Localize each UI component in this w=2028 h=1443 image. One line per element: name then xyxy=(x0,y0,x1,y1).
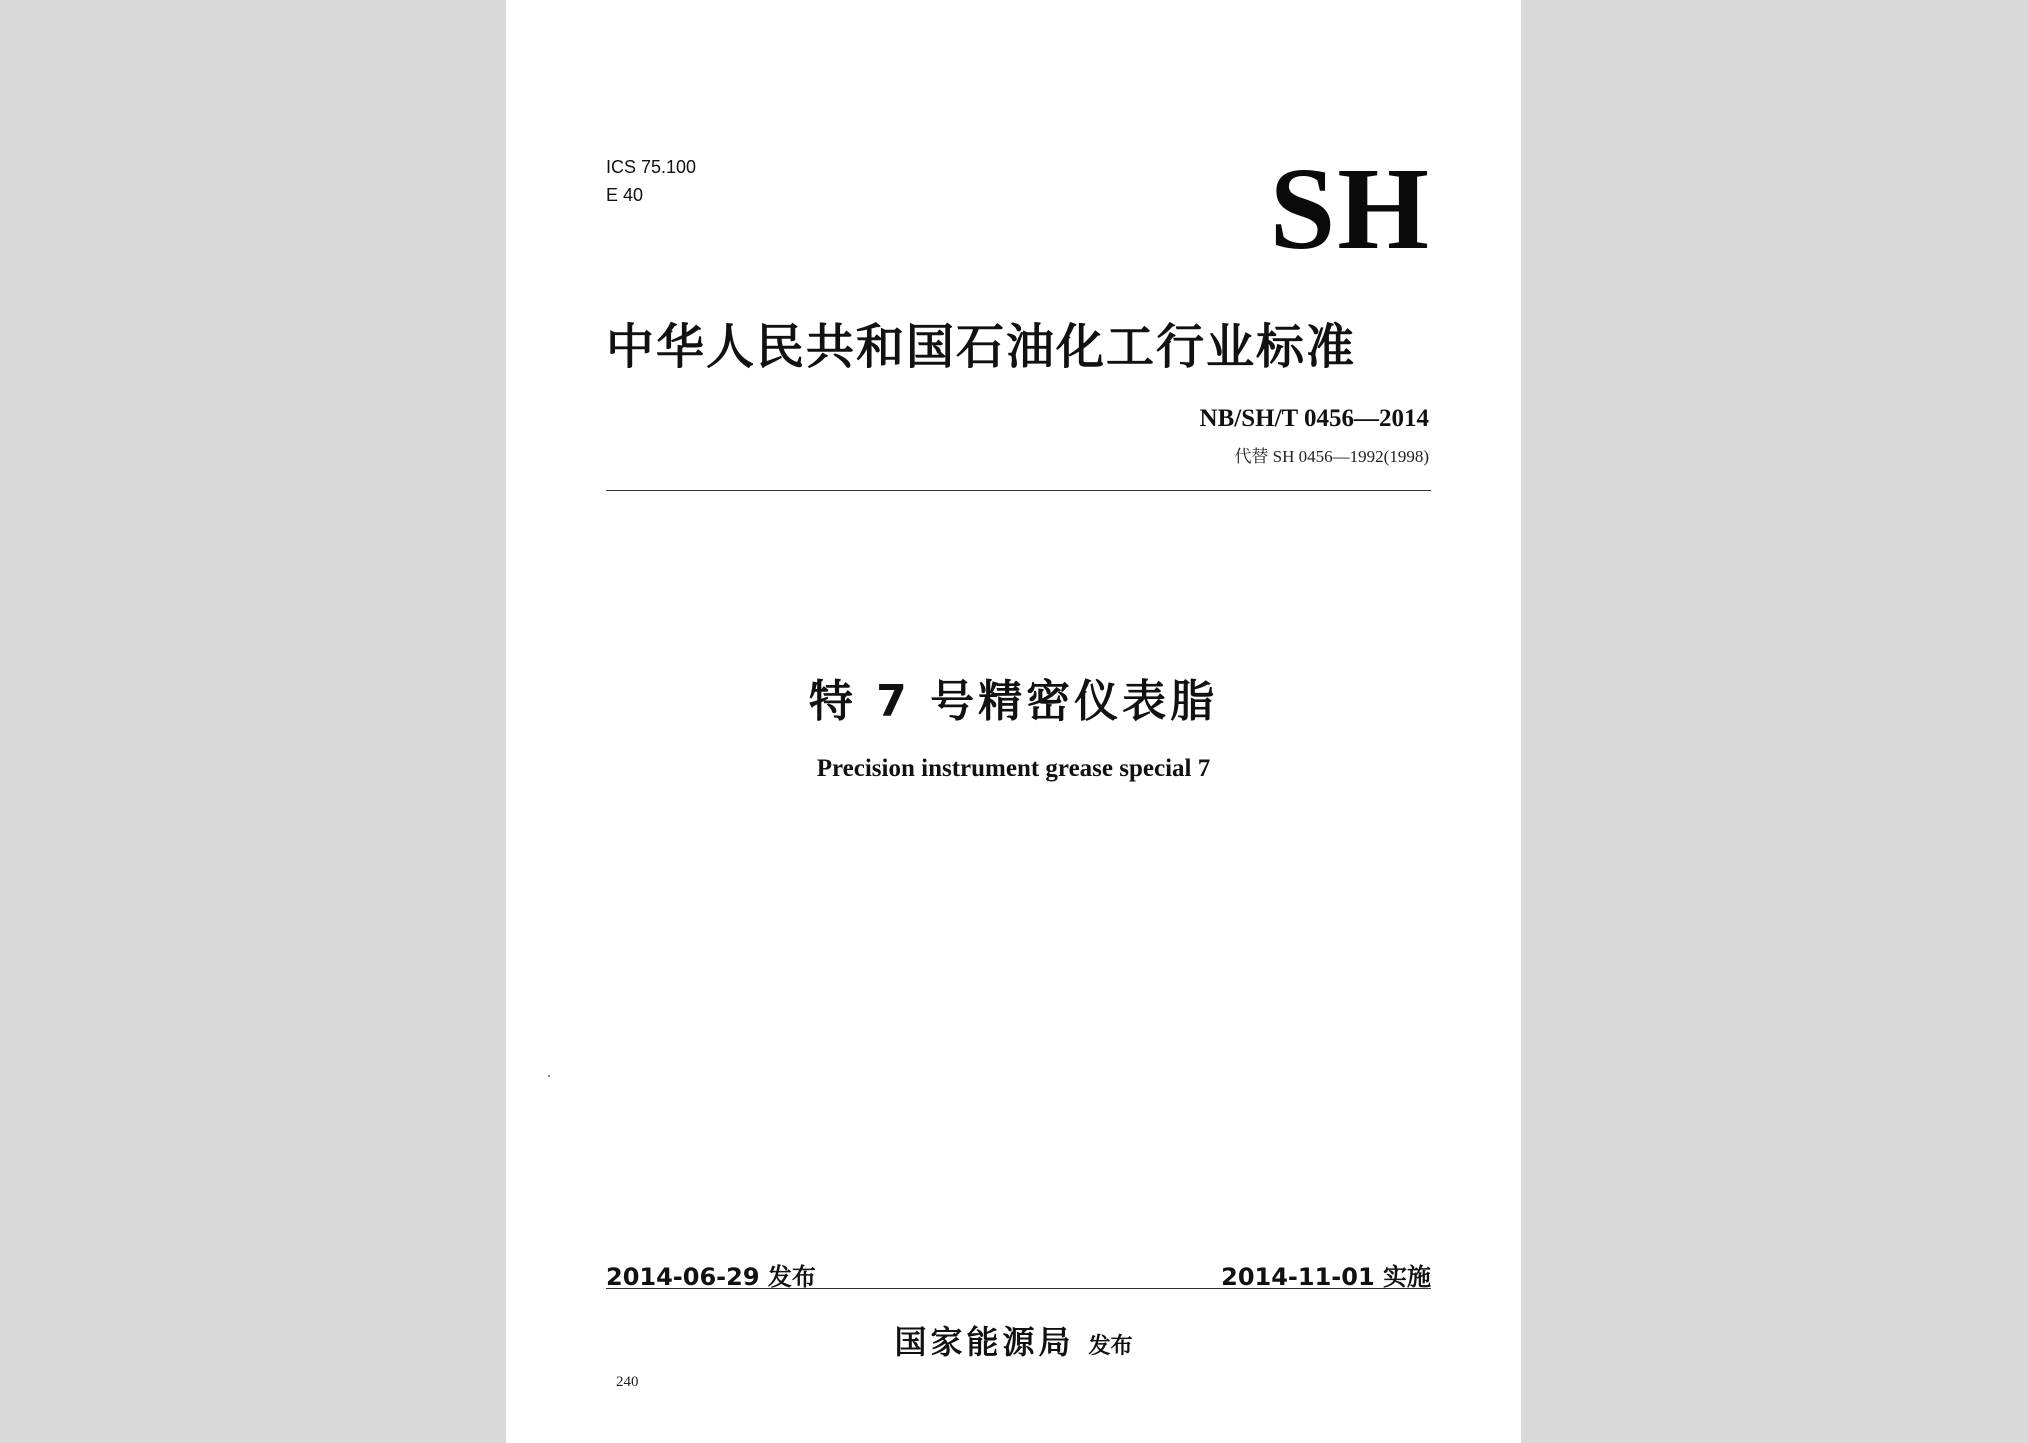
header-divider xyxy=(606,490,1431,491)
document-title-english: Precision instrument grease special 7 xyxy=(816,755,1211,782)
standard-logo: SH xyxy=(1269,143,1431,274)
document-title: 特 7 号精密仪表脂 xyxy=(808,676,1219,727)
replaces-note: 代替 SH 0456—1992(1998) xyxy=(1234,447,1429,466)
ccs-code: E 40 xyxy=(606,185,644,205)
issuing-authority xyxy=(506,1317,1521,1363)
footer-divider xyxy=(606,1288,1431,1289)
ics-code: ICS 75.100 xyxy=(606,157,697,177)
classification-codes xyxy=(606,156,696,212)
issue-date: 2014-06-29 发布 xyxy=(606,1263,816,1291)
standard-category-title: 中华人民共和国石油化工行业标准 xyxy=(606,319,1357,375)
issuing-body: 国家能源局 xyxy=(894,1323,1075,1361)
standard-number: NB/SH/T 0456—2014 xyxy=(1199,405,1429,432)
page-number: 240 xyxy=(616,1374,639,1390)
document-page xyxy=(506,0,1521,1443)
scan-speck xyxy=(548,1075,550,1077)
implementation-date: 2014-11-01 实施 xyxy=(1221,1263,1431,1291)
issuing-verb: 发布 xyxy=(1088,1334,1133,1359)
